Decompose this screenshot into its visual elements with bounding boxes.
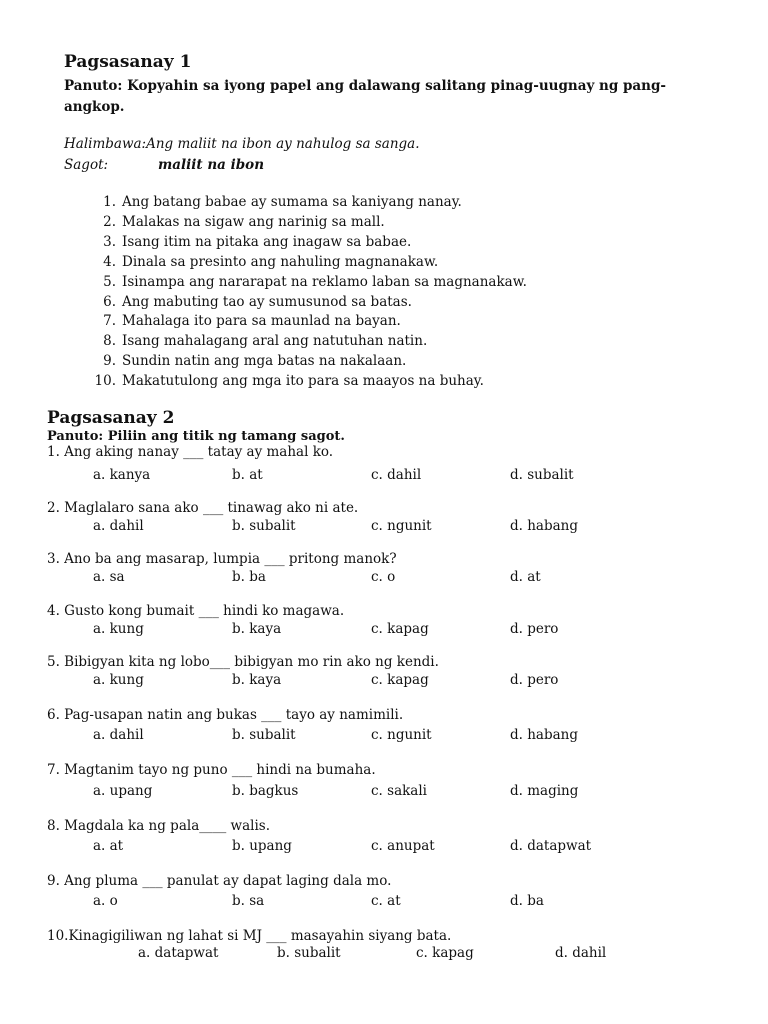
option: c. kapag <box>371 672 429 688</box>
option: c. kapag <box>371 621 429 637</box>
question-options <box>93 621 649 637</box>
option: d. pero <box>510 672 559 688</box>
option: c. ngunit <box>371 518 432 534</box>
option: c. kapag <box>416 945 474 961</box>
option: d. ba <box>510 893 544 909</box>
option: b. subalit <box>232 727 296 743</box>
option: a. kung <box>93 621 144 637</box>
question-options <box>93 783 649 799</box>
question-text: 6. Pag-usapan natin ang bukas ___ tayo ay namimili. <box>47 707 404 723</box>
answer-text: maliit na ibon <box>158 157 265 173</box>
question-options <box>93 518 649 534</box>
question-text: 8. Magdala ka ng pala____ walis. <box>47 818 270 834</box>
question-text: 10.Kinagigiliwan ng lahat si MJ ___ masayahin siyang bata. <box>47 928 452 944</box>
example-label: Halimbawa: <box>64 136 147 152</box>
option: c. at <box>371 893 401 909</box>
example-block <box>64 134 420 176</box>
list-item: 2. Malakas na sigaw ang narinig sa mall. <box>103 213 385 230</box>
option: d. habang <box>510 727 578 743</box>
section1-instruction: Panuto: Kopyahin sa iyong papel ang dalawang salitang pinag-uugnay ng pang-angkop. <box>64 78 667 115</box>
section1-item-list <box>88 193 527 392</box>
list-item: 9. Sundin natin ang mga batas na nakalaan. <box>103 353 407 370</box>
answer-label: Sagot: <box>64 157 109 173</box>
option: a. kung <box>93 672 144 688</box>
option: d. subalit <box>510 467 574 483</box>
option: b. kaya <box>232 621 282 637</box>
option: b. at <box>232 467 263 483</box>
question-text: 1. Ang aking nanay ___ tatay ay mahal ko. <box>47 444 334 460</box>
option: a. kanya <box>93 467 151 483</box>
question-text: 9. Ang pluma ___ panulat ay dapat laging dala mo. <box>47 873 392 889</box>
option: a. datapwat <box>138 945 219 961</box>
question-options <box>138 945 694 961</box>
question-options <box>93 838 649 854</box>
option: d. datapwat <box>510 838 592 854</box>
option: a. sa <box>93 569 125 585</box>
section2-title: Pagsasanay 2 <box>47 408 175 428</box>
option: c. o <box>371 569 396 585</box>
question-options <box>93 672 649 688</box>
option: d. habang <box>510 518 578 534</box>
list-item: 5. Isinampa ang nararapat na reklamo laban sa magnanakaw. <box>103 273 527 290</box>
option: b. subalit <box>232 518 296 534</box>
option: a. upang <box>93 783 153 799</box>
question-text: 3. Ano ba ang masarap, lumpia ___ pritong manok? <box>47 551 397 567</box>
example-text: Ang maliit na ibon ay nahulog sa sanga. <box>146 136 420 152</box>
option: b. upang <box>232 838 292 854</box>
option: c. ngunit <box>371 727 432 743</box>
option: d. at <box>510 569 541 585</box>
list-item: 3. Isang itim na pitaka ang inagaw sa babae. <box>103 233 412 250</box>
list-item: 1. Ang batang babae ay sumama sa kaniyang nanay. <box>103 194 462 210</box>
option: b. ba <box>232 569 266 585</box>
list-item: 7. Mahalaga ito para sa maunlad na bayan. <box>103 313 401 330</box>
option: d. pero <box>510 621 559 637</box>
list-item: 4. Dinala sa presinto ang nahuling magnanakaw. <box>103 253 439 270</box>
question-text: 4. Gusto kong bumait ___ hindi ko magawa. <box>47 603 345 619</box>
option: d. maging <box>510 783 579 799</box>
question-options <box>93 467 649 483</box>
question-text: 2. Maglalaro sana ako ___ tinawag ako ni ate. <box>47 500 359 516</box>
option: c. anupat <box>371 838 435 854</box>
section2-instruction: Panuto: Piliin ang titik ng tamang sagot. <box>47 429 345 444</box>
option: a. dahil <box>93 518 144 534</box>
list-item: 8. Isang mahalagang aral ang natutuhan natin. <box>103 333 428 350</box>
option: b. kaya <box>232 672 282 688</box>
option: b. subalit <box>277 945 341 961</box>
option: b. sa <box>232 893 265 909</box>
section1-title: Pagsasanay 1 <box>64 52 192 72</box>
option: a. o <box>93 893 118 909</box>
question-options <box>93 569 649 585</box>
option: d. dahil <box>555 945 607 961</box>
option: a. at <box>93 838 124 854</box>
question-options <box>93 893 649 909</box>
option: c. dahil <box>371 467 422 483</box>
question-text: 5. Bibigyan kita ng lobo___ bibigyan mo rin ako ng kendi. <box>47 654 439 670</box>
list-item: 10. Makatutulong ang mga ito para sa maayos na buhay. <box>94 373 484 390</box>
question-options <box>93 727 649 743</box>
option: a. dahil <box>93 727 144 743</box>
option: c. sakali <box>371 783 427 799</box>
question-text: 7. Magtanim tayo ng puno ___ hindi na bumaha. <box>47 762 376 778</box>
option: b. bagkus <box>232 783 299 799</box>
list-item: 6. Ang mabuting tao ay sumusunod sa batas. <box>103 293 412 310</box>
